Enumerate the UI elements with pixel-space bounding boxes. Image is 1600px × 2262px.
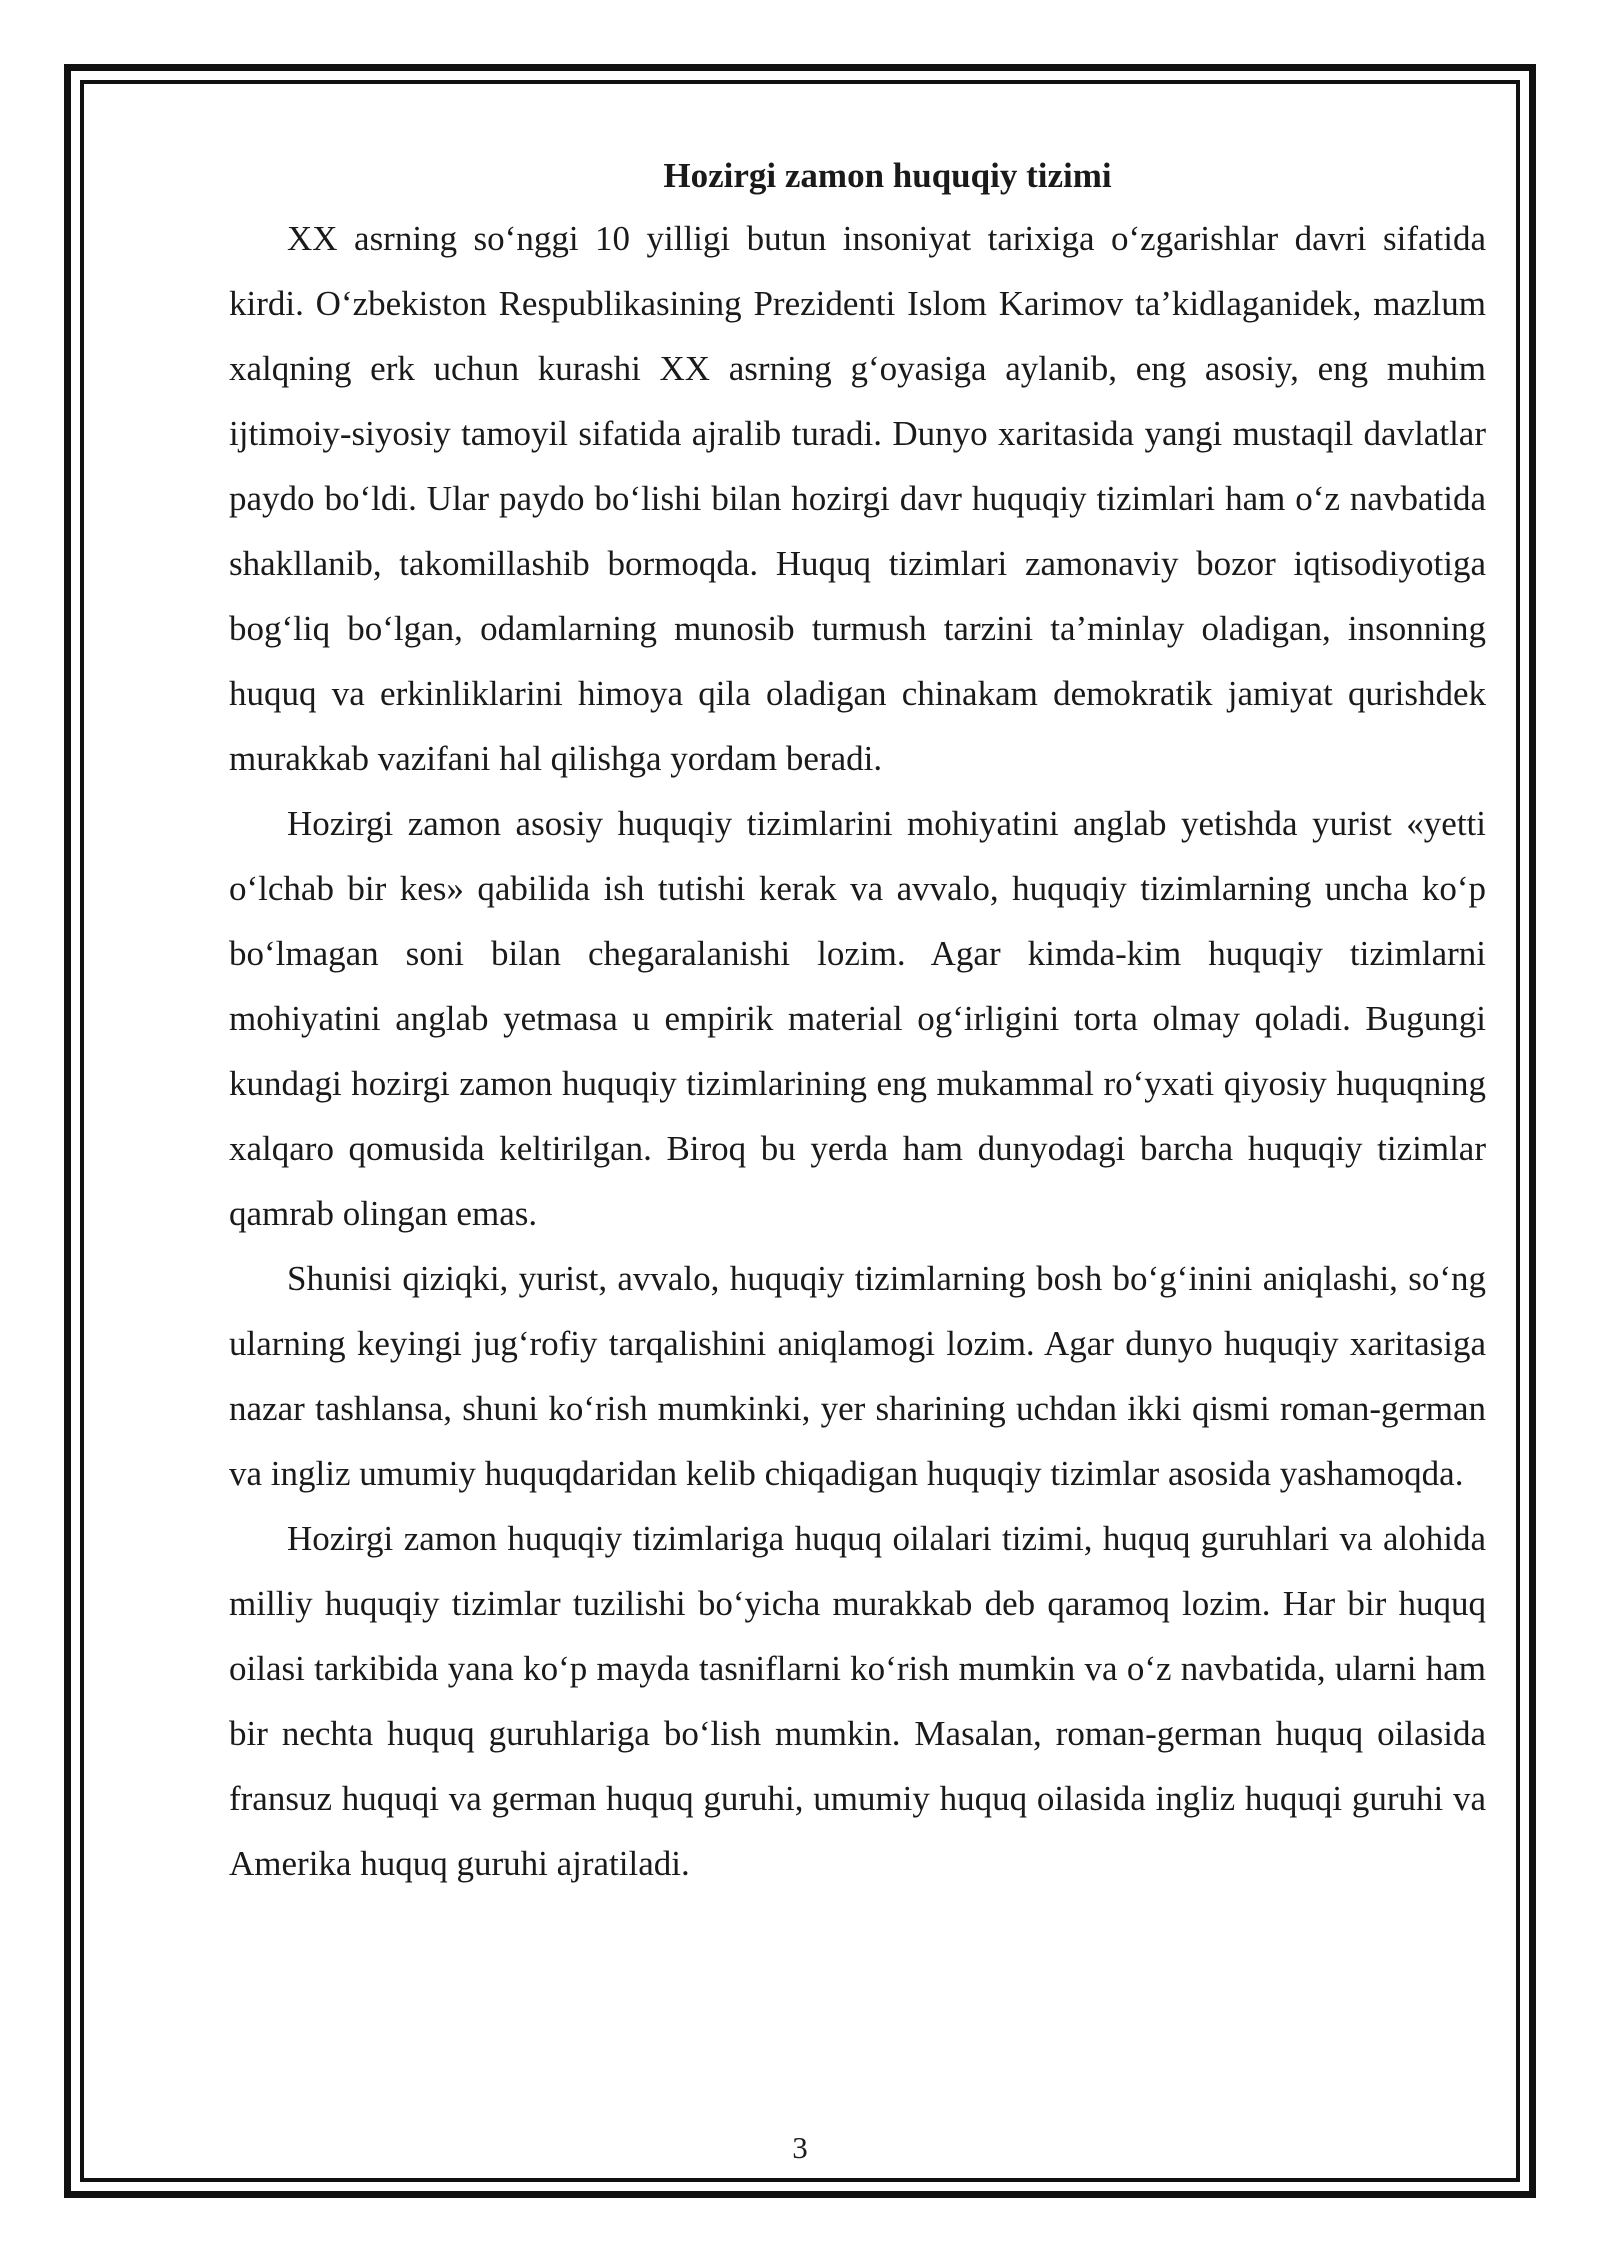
paragraph: Hozirgi zamon huquqiy tizimlariga huquq oilalari tizimi, huquq guruhlari va alohida milliy huquqiy tizimlar tuzilishi bo‘yicha murakkab deb qaramoq lozim. Har bir huquq oilasi tarkibida yana ko‘p mayda tasniflarni ko‘rish mumkin va o‘z navbatida, ularni ham bir nechta huquq guruhlariga bo‘lish mumkin. Masalan, roman-german huquq oilasida fransuz huquqi va german huquq guruhi, umumiy huquq oilasida ingliz huquqi guruhi va Amerika huquq guruhi ajratiladi. xyxy=(229,1519,1486,1883)
page-number: 3 xyxy=(792,2130,808,2165)
paragraph: Shunisi qiziqki, yurist, avvalo, huquqiy tizimlarning bosh bo‘g‘inini aniqlashi, so‘ng ularning keyingi jug‘rofiy tarqalishini aniqlamogi lozim. Agar dunyo huquqiy xaritasiga nazar tashlansa, shuni ko‘rish mumkinki, yer sharining uchdan ikki qismi roman-german va ingliz umumiy huquqdaridan kelib chiqadigan huquqiy tizimlar asosida yashamoqda. xyxy=(229,1259,1486,1493)
document-title: Hozirgi zamon huquqiy tizimi xyxy=(663,156,1112,195)
document-body xyxy=(229,146,1486,1896)
paragraph: XX asrning so‘nggi 10 yilligi butun insoniyat tarixiga o‘zgarishlar davri sifatida kirdi. O‘zbekiston Respublikasining Prezidenti Islom Karimov ta’kidlaganidek, mazlum xalqning erk uchun kurashi XX asrning g‘oyasiga aylanib, eng asosiy, eng muhim ijtimoiy-siyosiy tamoyil sifatida ajralib turadi. Dunyo xaritasida yangi mustaqil davlatlar paydo bo‘ldi. Ular paydo bo‘lishi bilan hozirgi davr huquqiy tizimlari ham o‘z navbatida shakllanib, takomillashib bormoqda. Huquq tizimlari zamonaviy bozor iqtisodiyotiga bog‘liq bo‘lgan, odamlarning munosib turmush tarzini ta’minlay oladigan, insonning huquq va erkinliklarini himoya qila oladigan chinakam demokratik jamiyat qurishdek murakkab vazifani hal qilishga yordam beradi. xyxy=(229,219,1486,778)
paragraph: Hozirgi zamon asosiy huquqiy tizimlarini mohiyatini anglab yetishda yurist «yetti o‘lchab bir kes» qabilida ish tutishi kerak va avvalo, huquqiy tizimlarning uncha ko‘p bo‘lmagan soni bilan chegaralanishi lozim. Agar kimda-kim huquqiy tizimlarni mohiyatini anglab yetmasa u empirik material og‘irligini torta olmay qoladi. Bugungi kundagi hozirgi zamon huquqiy tizimlarining eng mukammal ro‘yxati qiyosiy huquqning xalqaro qomusida keltirilgan. Biroq bu yerda ham dunyodagi barcha huquqiy tizimlar qamrab olingan emas. xyxy=(229,804,1486,1233)
